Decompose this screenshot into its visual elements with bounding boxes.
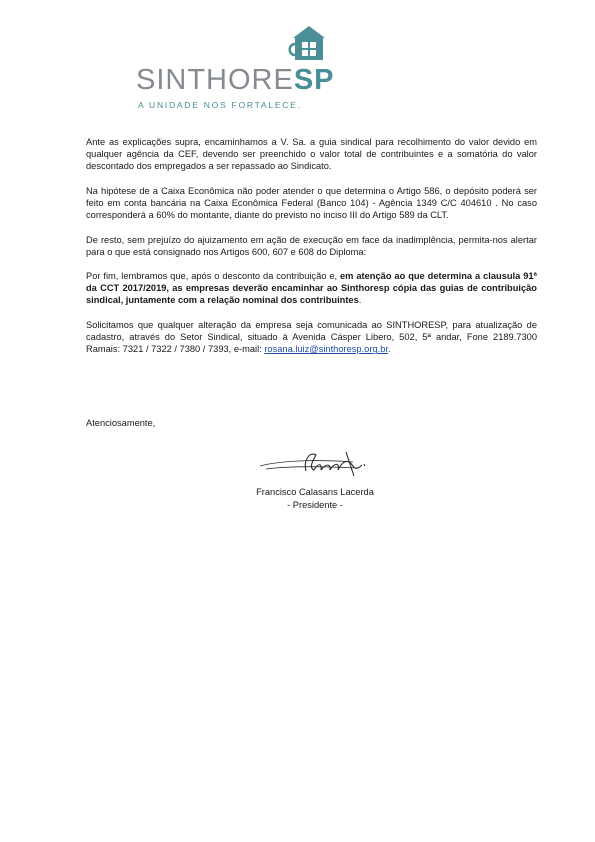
paragraph-guia-sindical: Ante as explicações supra, encaminhamos a V. Sa. a guia sindical para recolhimento do valor devido em qualquer agência da CEF, devendo ser preenchido o valor total de contribuintes e a somatória do valor descontado dos empregados a ser repassado ao Sindicato. — [86, 137, 537, 172]
sinthoresp-logo — [136, 20, 336, 116]
email-link[interactable]: rosana.luiz@sinthoresp.org.br — [264, 344, 388, 355]
paragraph-desconto: Por fim, lembramos que, após o desconto da contribuição e, em atenção ao que determina a clausula 91ª da CCT 2017/2019, as empresas deverão encaminhar ao Sinthoresp cópia das guias de contribuição sindical, juntamente com a relação nominal dos contribuintes. — [86, 271, 537, 306]
paragraph-cadastro: Solicitamos que qualquer alteração da empresa seja comunicada ao SINTHORESP, para atualização de cadastro, através do Setor Sindical, situado à Avenida Cásper Libero, 502, 5ª andar, Fone 2189.7300 Ramais: 7321 / 7322 / 7380 / 7393, e-mail: rosana.luiz@sinthoresp.org.br. — [86, 320, 537, 355]
letter-body — [86, 136, 537, 368]
paragraph-deposito: Na hipótese de a Caixa Econômica não poder atender o que determina o Artigo 586, o depósito poderá ser feito em conta bancária na Caixa Econômica Federal (Banco 104) - Agência 1349 C/C 404610 . No caso corresponderá a 60% do montante, diante do previsto no inciso III do Artigo 589 da CLT. — [86, 185, 537, 220]
logo-tagline: A UNIDADE NOS FORTALECE. — [138, 100, 302, 110]
paragraph-execucao: De resto, sem prejuízo do ajuizamento em ação de execução em face da inadimplência, permita-nos alertar para o que está consignado nos Artigos 600, 607 e 608 do Diploma: — [86, 234, 537, 257]
signature-image — [258, 446, 378, 482]
bold-instruction: em atenção ao que determina a clausula 91ª da CCT 2017/2019, as empresas deverão encaminhar ao Sinthoresp cópia das guias de contribuição sindical, juntamente com a relação nominal dos contribuintes — [86, 271, 537, 306]
signer-name: Francisco Calasans Lacerda — [256, 487, 374, 497]
logo-wordmark: SINTHORESP — [136, 64, 335, 96]
house-mug-icon — [288, 24, 330, 64]
signer-title: - Presidente - — [287, 500, 343, 510]
salutation: Atenciosamente, — [86, 418, 156, 428]
